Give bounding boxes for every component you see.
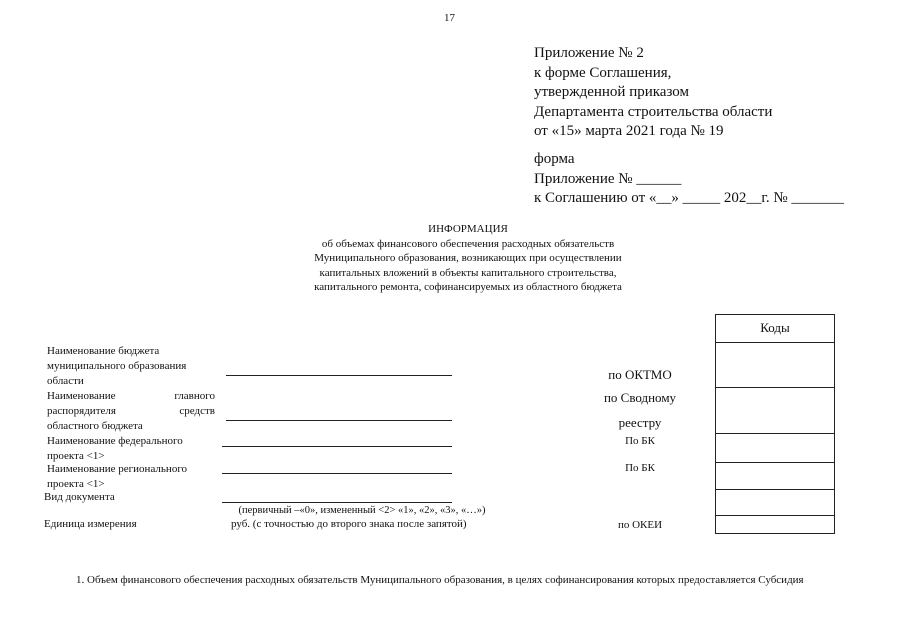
doc-type-hint: (первичный –«0», измененный <2> «1», «2», «3», «…») [238,505,486,516]
bk-regional-label: По БК [625,462,655,474]
federal-project-label: Наименование федерального проекта <1> [47,435,183,462]
paragraph-1: 1. Объем финансового обеспечения расходных обязательств Муниципального образования, в целях софинансирования которых предоставляется Субсидия [76,574,804,586]
regional-project-label: Наименование регионального проекта <1> [47,463,188,490]
document-title [0,222,905,295]
page-number: 17 [444,12,455,24]
oktmo-label: по ОКТМО [608,367,672,382]
unit-value: руб. (с точностью до второго знака после запятой) [231,518,467,530]
appendix-line: Приложение № 2 [534,45,644,61]
budget-name-field[interactable] [226,375,452,376]
title-line: капитального ремонта, софинансируемых из областного бюджета [314,281,622,293]
okei-label: по ОКЕИ [617,519,663,531]
codes-header: Коды [760,320,790,335]
title-line: Муниципального образования, возникающих при осуществлении [314,252,622,264]
codes-header-cell [716,315,834,343]
code-cell-registry[interactable] [716,388,834,434]
bk-federal-label: По БК [625,435,655,447]
registry-label: по Сводному реестру [603,390,677,430]
budget-name-label: Наименование бюджета муниципального образования области [47,345,187,387]
codes-table [715,314,835,534]
code-cell-doc-type[interactable] [716,490,834,516]
code-cell-bk-federal[interactable] [716,434,834,463]
doc-type-field[interactable] [222,502,452,503]
chief-admin-field[interactable] [226,420,452,421]
federal-project-field[interactable] [222,446,452,447]
regional-project-field[interactable] [222,473,452,474]
appendix-line: Департамента строительства области [534,103,773,120]
appendix-line: к форме Соглашения, [534,64,672,81]
doc-type-label: Вид документа [44,491,115,503]
code-cell-oktmo[interactable] [716,343,834,388]
appendix-number-line: Приложение № ______ [534,170,682,187]
title-line: капитальных вложений в объекты капитального строительства, [319,266,617,279]
unit-label: Единица измерения [44,518,137,530]
title-heading: ИНФОРМАЦИЯ [428,223,508,235]
code-cell-bk-regional[interactable] [716,463,834,490]
form-block [534,150,844,209]
form-label: форма [534,151,575,167]
agreement-ref-line: к Соглашению от «__» _____ 202__г. № _______ [534,190,844,206]
chief-admin-label: Наименование главного распорядителя средств областного бюджета [47,390,215,432]
appendix-line: утвержденной приказом [534,84,690,100]
appendix-line: от «15» марта 2021 года № 19 [534,123,724,139]
title-line: об объемах финансового обеспечения расходных обязательств [321,237,615,250]
code-cell-okei[interactable] [716,516,834,532]
appendix-header [534,44,772,142]
